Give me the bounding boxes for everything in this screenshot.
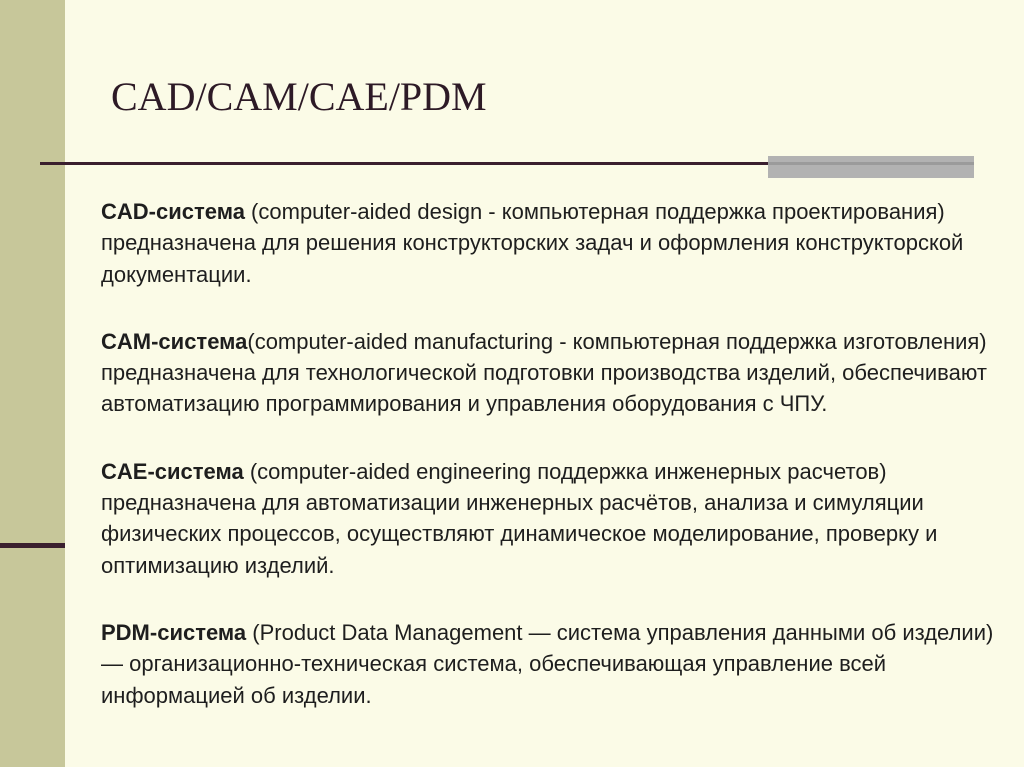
slide-title: CAD/CAM/CAE/PDM	[111, 74, 487, 119]
term-cae: CAE-система	[101, 458, 244, 484]
term-pdm: PDM-система	[101, 619, 247, 645]
title-underline	[40, 162, 780, 165]
title-accent-line	[768, 162, 974, 165]
slide-body	[101, 196, 1001, 747]
left-decorative-band	[0, 0, 65, 767]
left-band-divider	[0, 543, 65, 548]
definition-cae: (computer-aided engineering поддержка инженерных расчетов) предназначена для автоматизации инженерных расчётов, анализа и симуляции физических процессов, осуществляют динамическое моделирование, проверку и оптимизацию изделий.	[101, 458, 938, 578]
definition-cad: (computer-aided design - компьютерная поддержка проектирования) предназначена для решения конструкторских задач и оформления конструкторской документации.	[101, 199, 964, 287]
paragraph-cam	[101, 326, 1001, 420]
term-cad: CAD-система	[101, 199, 245, 224]
title-accent-bar	[768, 156, 974, 178]
definition-cam: (computer-aided manufacturing - компьютерная поддержка изготовления) предназначена для технологической подготовки производства изделий, обеспечивают автоматизацию программирования и управления оборудования с ЧПУ.	[101, 328, 987, 417]
paragraph-pdm	[101, 617, 1001, 711]
paragraph-cad	[101, 196, 1001, 290]
term-cam: CAM-система	[101, 328, 248, 354]
definition-pdm: (Product Data Management — система управления данными об изделии) — организационно-техническая система, обеспечивающая управление всей информацией об изделии.	[101, 619, 994, 708]
paragraph-cae	[101, 456, 1001, 581]
